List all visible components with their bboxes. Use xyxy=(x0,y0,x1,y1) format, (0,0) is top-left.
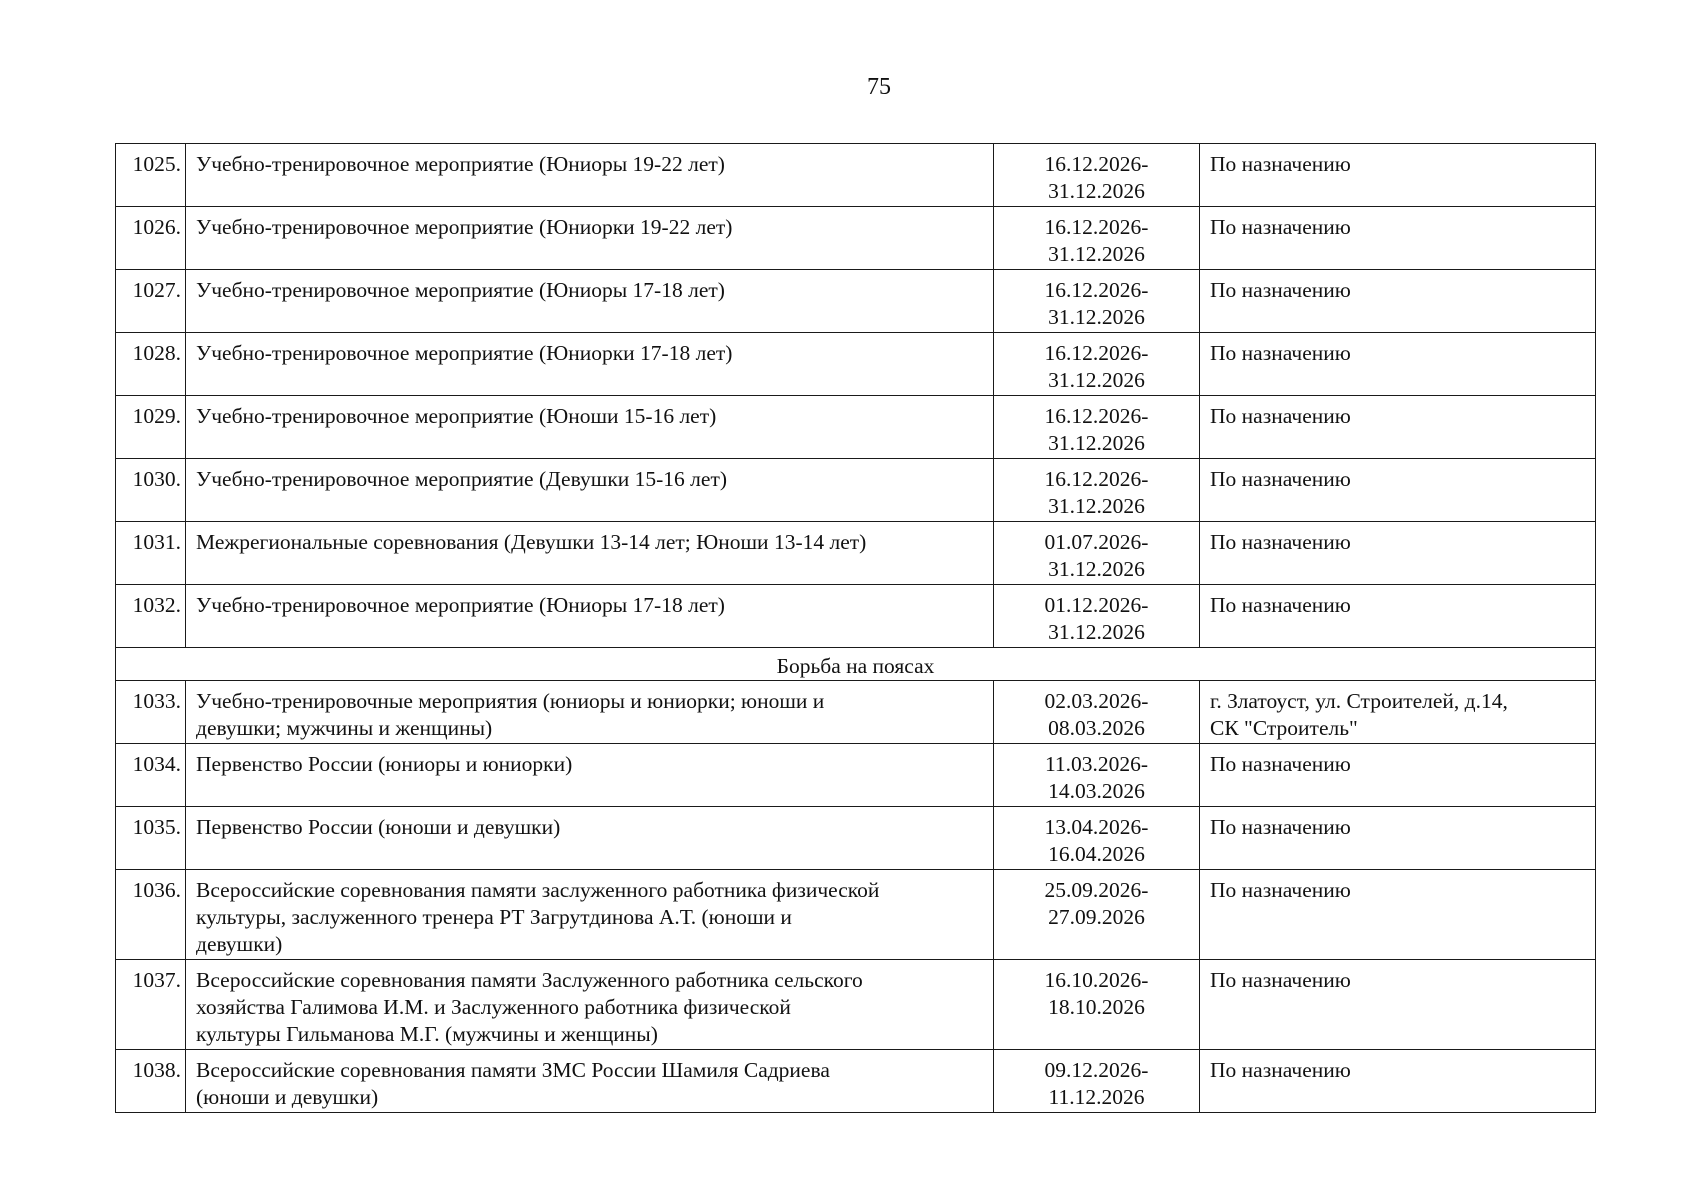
table-row xyxy=(116,459,1596,522)
table-row xyxy=(116,396,1596,459)
event-name: Первенство России (юноши и девушки) xyxy=(186,807,994,870)
event-dates: 16.12.2026- 31.12.2026 xyxy=(994,270,1200,333)
event-dates: 16.12.2026- 31.12.2026 xyxy=(994,396,1200,459)
event-name: Всероссийские соревнования памяти Заслуженного работника сельского хозяйства Галимова И.М. и Заслуженного работника физической культуры Гильманова М.Г. (мужчины и женщины) xyxy=(186,960,994,1050)
event-dates: 16.12.2026- 31.12.2026 xyxy=(994,459,1200,522)
page-number: 75 xyxy=(867,74,891,100)
section-title: Борьба на поясах xyxy=(116,648,1596,681)
event-place: По назначению xyxy=(1200,396,1596,459)
event-place: По назначению xyxy=(1200,207,1596,270)
event-place: По назначению xyxy=(1200,333,1596,396)
event-name: Учебно-тренировочное мероприятие (Юниоры 17-18 лет) xyxy=(186,270,994,333)
event-number: 1034. xyxy=(116,744,186,807)
event-number: 1031. xyxy=(116,522,186,585)
event-number: 1035. xyxy=(116,807,186,870)
event-dates: 02.03.2026- 08.03.2026 xyxy=(994,681,1200,744)
event-place: По назначению xyxy=(1200,270,1596,333)
table-row xyxy=(116,585,1596,648)
event-dates: 01.12.2026- 31.12.2026 xyxy=(994,585,1200,648)
table-row xyxy=(116,870,1596,960)
event-number: 1026. xyxy=(116,207,186,270)
event-place: По назначению xyxy=(1200,144,1596,207)
event-dates: 16.12.2026- 31.12.2026 xyxy=(994,207,1200,270)
event-name: Учебно-тренировочное мероприятие (Юниорки 19-22 лет) xyxy=(186,207,994,270)
event-place: По назначению xyxy=(1200,1050,1596,1113)
event-number: 1037. xyxy=(116,960,186,1050)
event-dates: 16.12.2026- 31.12.2026 xyxy=(994,333,1200,396)
event-place: По назначению xyxy=(1200,807,1596,870)
event-place: По назначению xyxy=(1200,744,1596,807)
event-dates: 13.04.2026- 16.04.2026 xyxy=(994,807,1200,870)
event-name: Учебно-тренировочное мероприятие (Юниоры 17-18 лет) xyxy=(186,585,994,648)
table-row xyxy=(116,270,1596,333)
event-number: 1032. xyxy=(116,585,186,648)
event-dates: 16.12.2026- 31.12.2026 xyxy=(994,144,1200,207)
event-number: 1025. xyxy=(116,144,186,207)
event-name: Учебно-тренировочное мероприятие (Девушки 15-16 лет) xyxy=(186,459,994,522)
table-row xyxy=(116,960,1596,1050)
table-row xyxy=(116,681,1596,744)
table-row xyxy=(116,522,1596,585)
event-dates: 16.10.2026- 18.10.2026 xyxy=(994,960,1200,1050)
event-place: г. Златоуст, ул. Строителей, д.14, СК "Строитель" xyxy=(1200,681,1596,744)
event-number: 1038. xyxy=(116,1050,186,1113)
event-name: Всероссийские соревнования памяти заслуженного работника физической культуры, заслуженного тренера РТ Загрутдинова А.Т. (юноши и девушки) xyxy=(186,870,994,960)
event-dates: 09.12.2026- 11.12.2026 xyxy=(994,1050,1200,1113)
event-place: По назначению xyxy=(1200,960,1596,1050)
event-name: Межрегиональные соревнования (Девушки 13-14 лет; Юноши 13-14 лет) xyxy=(186,522,994,585)
event-name: Учебно-тренировочные мероприятия (юниоры и юниорки; юноши и девушки; мужчины и женщины) xyxy=(186,681,994,744)
event-name: Учебно-тренировочное мероприятие (Юниоры 19-22 лет) xyxy=(186,144,994,207)
table-row xyxy=(116,144,1596,207)
event-place: По назначению xyxy=(1200,522,1596,585)
events-table xyxy=(115,143,1596,1113)
event-name: Учебно-тренировочное мероприятие (Юниорки 17-18 лет) xyxy=(186,333,994,396)
event-name: Учебно-тренировочное мероприятие (Юноши 15-16 лет) xyxy=(186,396,994,459)
table-row xyxy=(116,333,1596,396)
event-place: По назначению xyxy=(1200,870,1596,960)
event-number: 1036. xyxy=(116,870,186,960)
event-number: 1028. xyxy=(116,333,186,396)
event-number: 1027. xyxy=(116,270,186,333)
event-place: По назначению xyxy=(1200,459,1596,522)
event-dates: 25.09.2026- 27.09.2026 xyxy=(994,870,1200,960)
event-number: 1030. xyxy=(116,459,186,522)
table-row xyxy=(116,744,1596,807)
event-dates: 11.03.2026- 14.03.2026 xyxy=(994,744,1200,807)
section-row xyxy=(116,648,1596,681)
event-dates: 01.07.2026- 31.12.2026 xyxy=(994,522,1200,585)
table-row xyxy=(116,1050,1596,1113)
event-place: По назначению xyxy=(1200,585,1596,648)
table-row xyxy=(116,807,1596,870)
table-row xyxy=(116,207,1596,270)
event-name: Первенство России (юниоры и юниорки) xyxy=(186,744,994,807)
event-number: 1033. xyxy=(116,681,186,744)
event-number: 1029. xyxy=(116,396,186,459)
event-name: Всероссийские соревнования памяти ЗМС России Шамиля Садриева (юноши и девушки) xyxy=(186,1050,994,1113)
